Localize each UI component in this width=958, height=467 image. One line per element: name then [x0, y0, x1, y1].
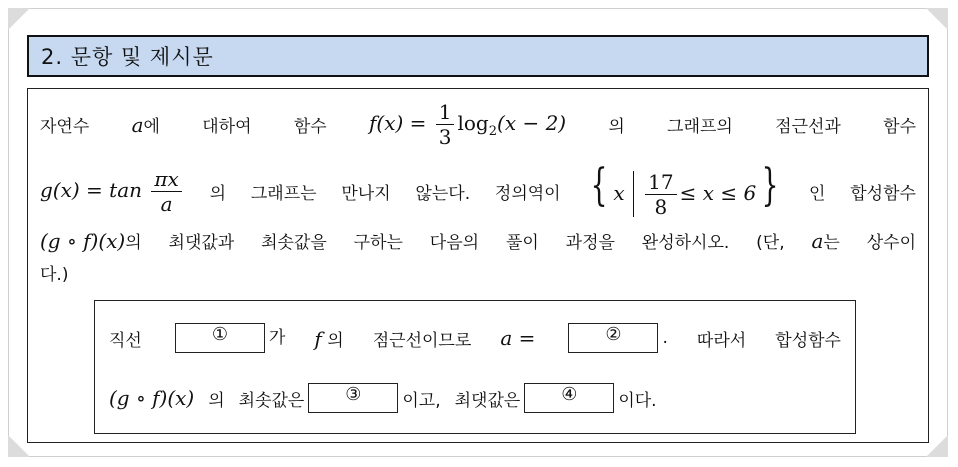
text: 상수이	[866, 232, 916, 253]
function-g-formula	[40, 167, 185, 216]
text: .	[662, 328, 668, 348]
section-title	[27, 35, 929, 77]
text: 최댓값은	[454, 390, 521, 411]
function-f-formula	[369, 100, 566, 149]
solution-line-1	[109, 321, 841, 355]
text: 의	[208, 390, 225, 411]
text: 함수	[883, 116, 916, 137]
set-variable: x	[613, 180, 625, 205]
section-title-text: 2. 문항 및 제시문	[41, 45, 214, 69]
text: 인	[809, 183, 826, 204]
fraction-numerator: 1	[436, 100, 455, 125]
text: 점근선과	[775, 116, 841, 137]
fraction-17-over-8	[645, 170, 676, 219]
text: 에	[143, 116, 160, 137]
fraction-denominator: 3	[438, 124, 452, 149]
text: 합성함수	[775, 330, 841, 351]
solution-line-2	[109, 381, 841, 415]
question-line-3	[40, 225, 916, 255]
corner-decoration	[8, 8, 30, 30]
fraction-denominator: 8	[654, 194, 668, 219]
left-brace: {	[590, 159, 608, 211]
answer-blank-2[interactable]: ②	[568, 323, 658, 353]
fraction-pi-x-over-a	[151, 167, 181, 216]
question-line-1	[40, 95, 916, 153]
text: 정의역이	[494, 183, 561, 204]
text: (단,	[756, 232, 785, 253]
question-line-2	[40, 161, 916, 221]
a-equals: a =	[500, 326, 536, 350]
text: 최댓값과	[168, 232, 235, 253]
log-base: 2	[488, 123, 498, 139]
answer-blank-4[interactable]: ④	[524, 383, 614, 413]
text: 의	[608, 116, 625, 137]
corner-decoration	[926, 435, 948, 457]
text: 풀이	[505, 232, 539, 253]
text: 다.)	[40, 264, 69, 285]
corner-decoration	[926, 8, 948, 30]
blank-phrase	[171, 323, 285, 353]
log-text: log	[457, 110, 489, 135]
f-lhs: f(x) =	[368, 110, 427, 135]
text: 자연수	[40, 116, 90, 137]
text: 따라서	[696, 330, 747, 351]
math-a-phrase	[811, 228, 839, 253]
question-line-4	[40, 259, 916, 285]
text: 점근선이므로	[372, 330, 472, 351]
math-var-f: f	[314, 326, 322, 351]
text: 구하는	[353, 232, 403, 253]
text: 의	[209, 183, 227, 204]
fraction-numerator: πx	[151, 167, 181, 192]
f-phrase	[314, 326, 343, 351]
domain-set	[585, 159, 784, 219]
text: 그래프의	[667, 116, 733, 137]
text: 가	[268, 328, 286, 348]
text: 의	[125, 232, 142, 253]
answer-blank-3[interactable]: ③	[308, 383, 398, 413]
text: 않는다.	[415, 183, 471, 204]
question-box	[27, 88, 929, 443]
composite-function: (g ∘ f)(x)	[109, 386, 195, 410]
fraction-denominator: a	[160, 191, 173, 216]
text: 최솟값은	[238, 390, 305, 411]
g-lhs: g(x) = tan	[40, 177, 143, 202]
text: 이다.	[618, 390, 657, 411]
right-brace: }	[761, 159, 779, 211]
math-var-a: a	[811, 228, 824, 253]
domain-inequality: ≤ x ≤ 6	[679, 180, 757, 205]
math-var-a: a	[131, 112, 144, 137]
fraction-numerator: 17	[645, 170, 676, 195]
text: 의	[327, 330, 344, 351]
text: 그래프는	[250, 183, 317, 204]
text: 완성하시오.	[641, 232, 730, 253]
text: 만나지	[341, 183, 391, 204]
text: 과정을	[565, 232, 615, 253]
solution-box	[94, 300, 856, 434]
text: 대하여	[202, 116, 252, 137]
composite-phrase	[40, 228, 142, 253]
text: 이고,	[402, 390, 441, 411]
fraction-one-third	[436, 100, 455, 149]
answer-blank-1[interactable]: ①	[175, 323, 265, 353]
text: 는	[823, 232, 840, 253]
text: 최솟값을	[261, 232, 327, 253]
math-a-phrase	[132, 112, 160, 137]
composite-function: (g ∘ f)(x)	[40, 228, 126, 253]
text: 합성함수	[850, 183, 916, 204]
set-divider	[633, 171, 635, 217]
blank-phrase	[564, 323, 667, 353]
text: 함수	[293, 116, 327, 137]
text: 다음의	[429, 232, 480, 253]
log-argument: (x − 2)	[497, 110, 567, 135]
text: 직선	[109, 330, 142, 351]
